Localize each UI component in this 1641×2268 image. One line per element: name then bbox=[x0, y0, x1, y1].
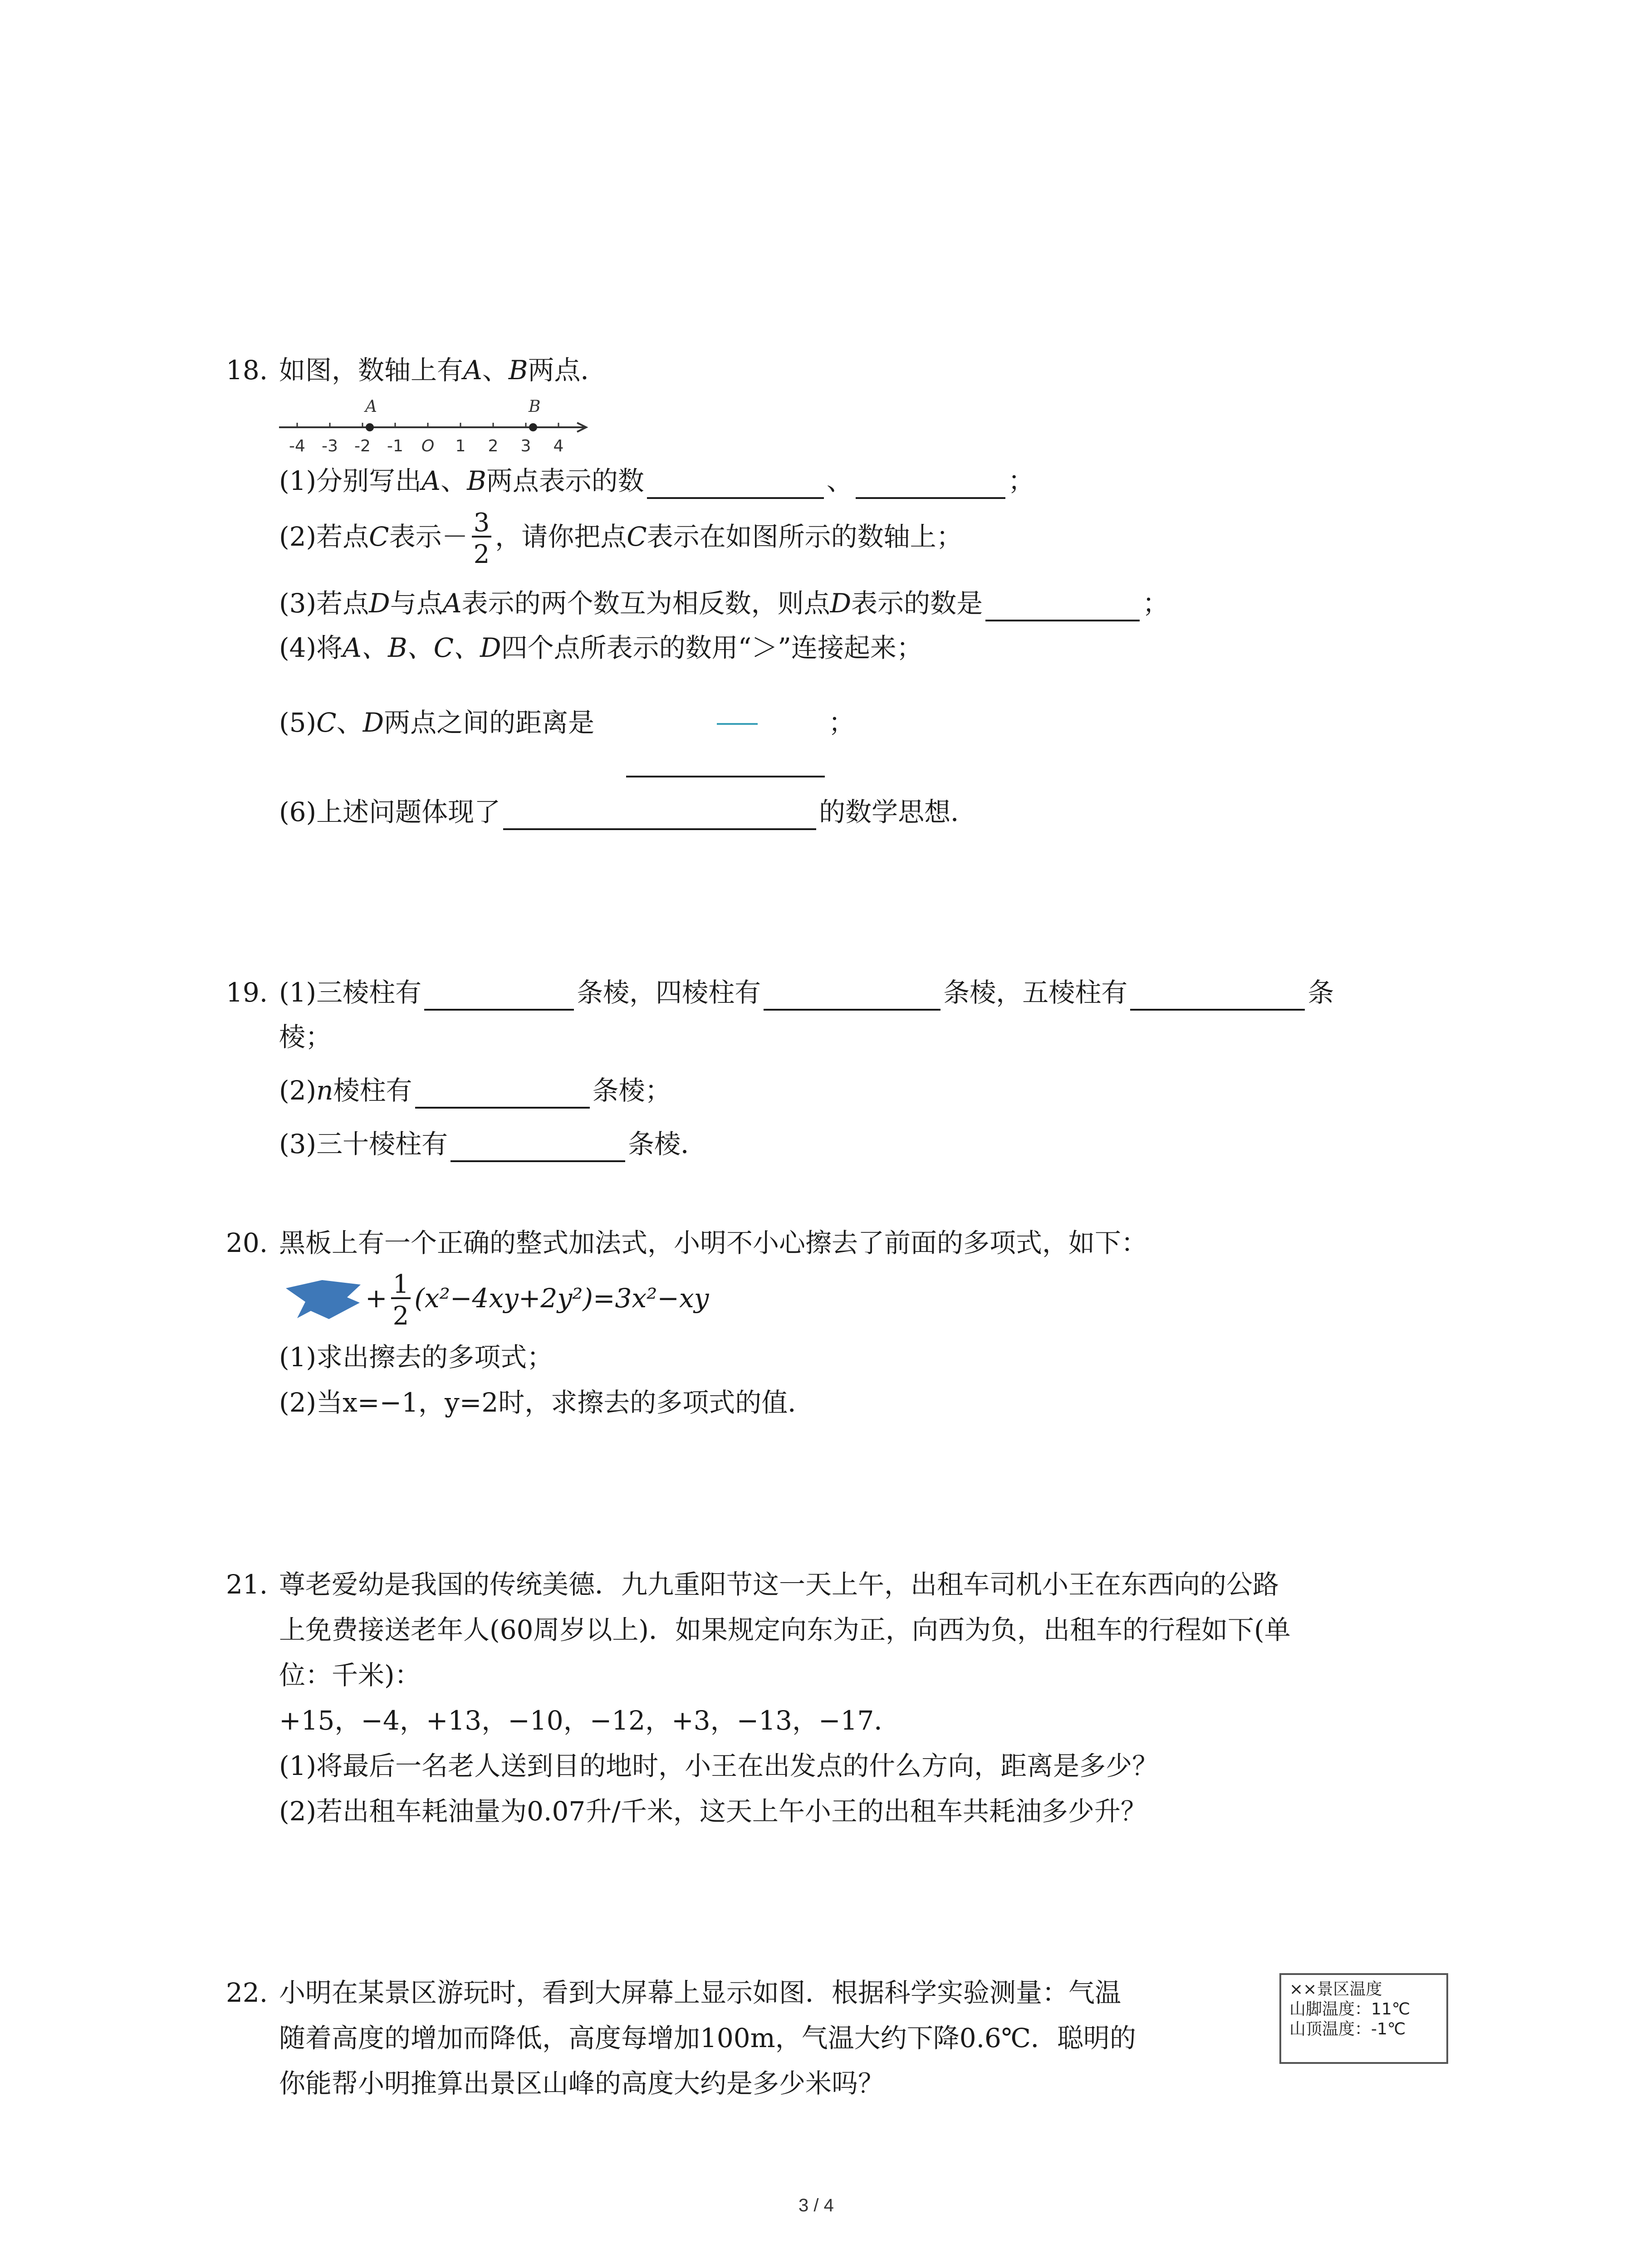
question-number: 19. bbox=[226, 977, 268, 1008]
number-line-figure bbox=[272, 390, 599, 458]
q21-line3: 位：千米)： bbox=[279, 1660, 421, 1691]
point-B-label: B bbox=[529, 397, 541, 416]
axis-tick-label: 2 bbox=[488, 437, 499, 455]
q18-p5-end: ； bbox=[828, 707, 855, 738]
q21-line1: 尊老爱幼是我国的传统美德．九九重阳节这一天上午，出租车司机小王在东西向的公路 bbox=[279, 1569, 1279, 1600]
question-number: 20. bbox=[226, 1227, 268, 1258]
q20-part2: (2)当x=−1，y=2时，求擦去的多项式的值． bbox=[279, 1387, 814, 1418]
q18-p1-comma: 、 bbox=[826, 465, 853, 496]
q18-part2 bbox=[279, 507, 963, 567]
q18-p4-text: (4)将 bbox=[279, 632, 343, 663]
answer-blank[interactable] bbox=[503, 800, 816, 830]
q18-stem-text: 如图，数轴上有 bbox=[279, 355, 464, 386]
q18-p5-sep: 、 bbox=[336, 707, 363, 738]
point-A-marker bbox=[366, 423, 374, 431]
fraction-denominator: 2 bbox=[473, 539, 490, 569]
q18-p3-end: ； bbox=[1142, 588, 1169, 619]
board-title: ××景区温度 bbox=[1289, 1980, 1382, 1999]
q18-p1-sep: 、 bbox=[441, 465, 467, 496]
q19-p2-n: n bbox=[316, 1075, 333, 1106]
q18-stem-A: A bbox=[463, 355, 482, 386]
answer-blank[interactable] bbox=[415, 1079, 590, 1109]
q19-part3 bbox=[279, 1126, 707, 1162]
q18-part6 bbox=[279, 794, 977, 830]
q22-line2: 随着高度的增加而降低，高度每增加100m，气温大约下降0.6℃．聪明的 bbox=[279, 2023, 1136, 2053]
q18-stem-sep: 、 bbox=[482, 355, 509, 386]
q21-data: +15，−4，+13，−10，−12，+3，−13，−17． bbox=[279, 1705, 901, 1736]
q18-p5-text2: 两点之间的距离是 bbox=[384, 707, 595, 738]
axis-tick-label: -2 bbox=[354, 437, 371, 455]
answer-blank[interactable] bbox=[424, 981, 574, 1011]
axis-tick-label: -4 bbox=[289, 437, 305, 455]
q19-p2-text: (2) bbox=[279, 1075, 317, 1106]
q18-p3-text3: 表示的两个数互为相反数，则点 bbox=[461, 588, 830, 619]
fraction-three-halves bbox=[472, 510, 492, 567]
q19-p2-text2: 棱柱有 bbox=[333, 1075, 412, 1106]
q18-p5-D: D bbox=[362, 707, 384, 738]
axis-tick-label: -3 bbox=[322, 437, 338, 455]
fraction-numerator: 3 bbox=[472, 510, 492, 538]
q18-p3-text: (3)若点 bbox=[279, 588, 369, 619]
q18-part4 bbox=[279, 630, 923, 666]
answer-blank[interactable] bbox=[626, 776, 825, 777]
q19-part1 bbox=[279, 974, 1334, 1011]
q18-p5-C: C bbox=[316, 707, 337, 738]
q20-stem: 黑板上有一个正确的整式加法式，小明不小心擦去了前面的多项式，如下： bbox=[279, 1227, 1148, 1258]
q20-expression-text: (x²−4xy+2y²)=3x²−xy bbox=[414, 1283, 709, 1314]
q21-part1: (1)将最后一名老人送到目的地时，小王在出发点的什么方向，距离是多少？ bbox=[279, 1750, 1159, 1781]
axis-tick-label: 3 bbox=[520, 437, 531, 455]
q18-p3-D: D bbox=[369, 588, 390, 619]
q19-part2 bbox=[279, 1072, 671, 1109]
answer-blank[interactable] bbox=[985, 591, 1140, 621]
answer-blank[interactable] bbox=[764, 981, 941, 1011]
q20-plus: + bbox=[365, 1283, 387, 1314]
q18-p3-D2: D bbox=[830, 588, 852, 619]
axis-tick-label: 1 bbox=[455, 437, 466, 455]
teal-mark bbox=[717, 723, 758, 725]
q18-stem-B: B bbox=[508, 355, 528, 386]
q18-p2-C2: C bbox=[627, 521, 647, 552]
q18-p3-text4: 表示的数是 bbox=[851, 588, 983, 619]
q19-p3-text2: 条棱． bbox=[628, 1129, 707, 1159]
q19-part1-cont: 棱； bbox=[279, 1022, 332, 1052]
fraction-numerator: 1 bbox=[391, 1272, 411, 1299]
q18-part5 bbox=[279, 704, 594, 741]
fraction-one-half bbox=[391, 1269, 411, 1331]
q18-p2-C: C bbox=[369, 521, 389, 552]
q18-p6-text: (6)上述问题体现了 bbox=[279, 797, 501, 827]
q18-p1-B: B bbox=[467, 465, 486, 496]
q19-p2-text3: 条棱； bbox=[592, 1075, 671, 1106]
q19-p1-text4: 条 bbox=[1308, 977, 1334, 1008]
board-foot-temp: 山脚温度：11℃ bbox=[1289, 2000, 1411, 2019]
q21-line2: 上免费接送老年人(60周岁以上)．如果规定向东为正，向西为负，出租车的行程如下(单 bbox=[279, 1614, 1291, 1645]
q18-p4-letters: A、B、C、D bbox=[343, 632, 501, 663]
answer-blank[interactable] bbox=[1130, 981, 1305, 1011]
q18-p6-text2: 的数学思想． bbox=[819, 797, 977, 827]
q18-p1-text2: 两点表示的数 bbox=[486, 465, 644, 496]
q18-p2-text3: ，请你把点 bbox=[495, 521, 627, 552]
q18-p2-text4: 表示在如图所示的数轴上； bbox=[647, 521, 963, 552]
q18-p1-end: ； bbox=[1008, 465, 1034, 496]
q18-p3-text2: 与点 bbox=[390, 588, 443, 619]
question-number: 21. bbox=[226, 1569, 268, 1600]
q18-p4-text2: 四个点所表示的数用“＞”连接起来； bbox=[501, 632, 923, 663]
q20-expression bbox=[365, 1271, 709, 1329]
question-number: 22. bbox=[226, 1977, 268, 2008]
q18-stem bbox=[279, 352, 607, 388]
q20-part1: (1)求出擦去的多项式； bbox=[279, 1342, 554, 1373]
q18-part1 bbox=[279, 463, 1034, 499]
q18-p1-text: (1)分别写出 bbox=[279, 465, 422, 496]
q19-p1-text: (1)三棱柱有 bbox=[279, 977, 422, 1008]
point-B-marker bbox=[529, 423, 537, 431]
q21-part2: (2)若出租车耗油量为0.07升/千米，这天上午小王的出租车共耗油多少升？ bbox=[279, 1796, 1147, 1827]
q18-p2-text2: 表示－ bbox=[389, 521, 468, 552]
page-number: 3 / 4 bbox=[798, 2195, 834, 2215]
q18-part3 bbox=[279, 585, 1169, 621]
point-A-label: A bbox=[365, 397, 377, 416]
temperature-display-board bbox=[1279, 1973, 1448, 2064]
erased-blot-icon bbox=[284, 1275, 365, 1325]
q18-p2-text: (2)若点 bbox=[279, 521, 369, 552]
q19-p3-text: (3)三十棱柱有 bbox=[279, 1129, 448, 1159]
answer-blank[interactable] bbox=[856, 469, 1005, 499]
question-number: 18. bbox=[226, 355, 268, 386]
q18-p3-A: A bbox=[442, 588, 462, 619]
answer-blank[interactable] bbox=[451, 1132, 625, 1162]
axis-tick-label: 4 bbox=[553, 437, 564, 455]
q18-p1-A: A bbox=[421, 465, 441, 496]
answer-blank[interactable] bbox=[647, 469, 824, 499]
q19-p1-text3: 条棱，五棱柱有 bbox=[943, 977, 1128, 1008]
q22-line3: 你能帮小明推算出景区山峰的高度大约是多少米吗？ bbox=[279, 2068, 885, 2099]
q22-line1: 小明在某景区游玩时，看到大屏幕上显示如图．根据科学实验测量：气温 bbox=[279, 1977, 1122, 2008]
q19-p1-text2: 条棱，四棱柱有 bbox=[577, 977, 761, 1008]
fraction-denominator: 2 bbox=[392, 1301, 409, 1331]
axis-tick-label: -1 bbox=[387, 437, 403, 455]
q18-stem-text2: 两点． bbox=[528, 355, 607, 386]
board-top-temp: 山顶温度：-1℃ bbox=[1289, 2020, 1406, 2038]
q18-p5-text: (5) bbox=[279, 707, 317, 738]
axis-tick-label: O bbox=[421, 437, 435, 455]
